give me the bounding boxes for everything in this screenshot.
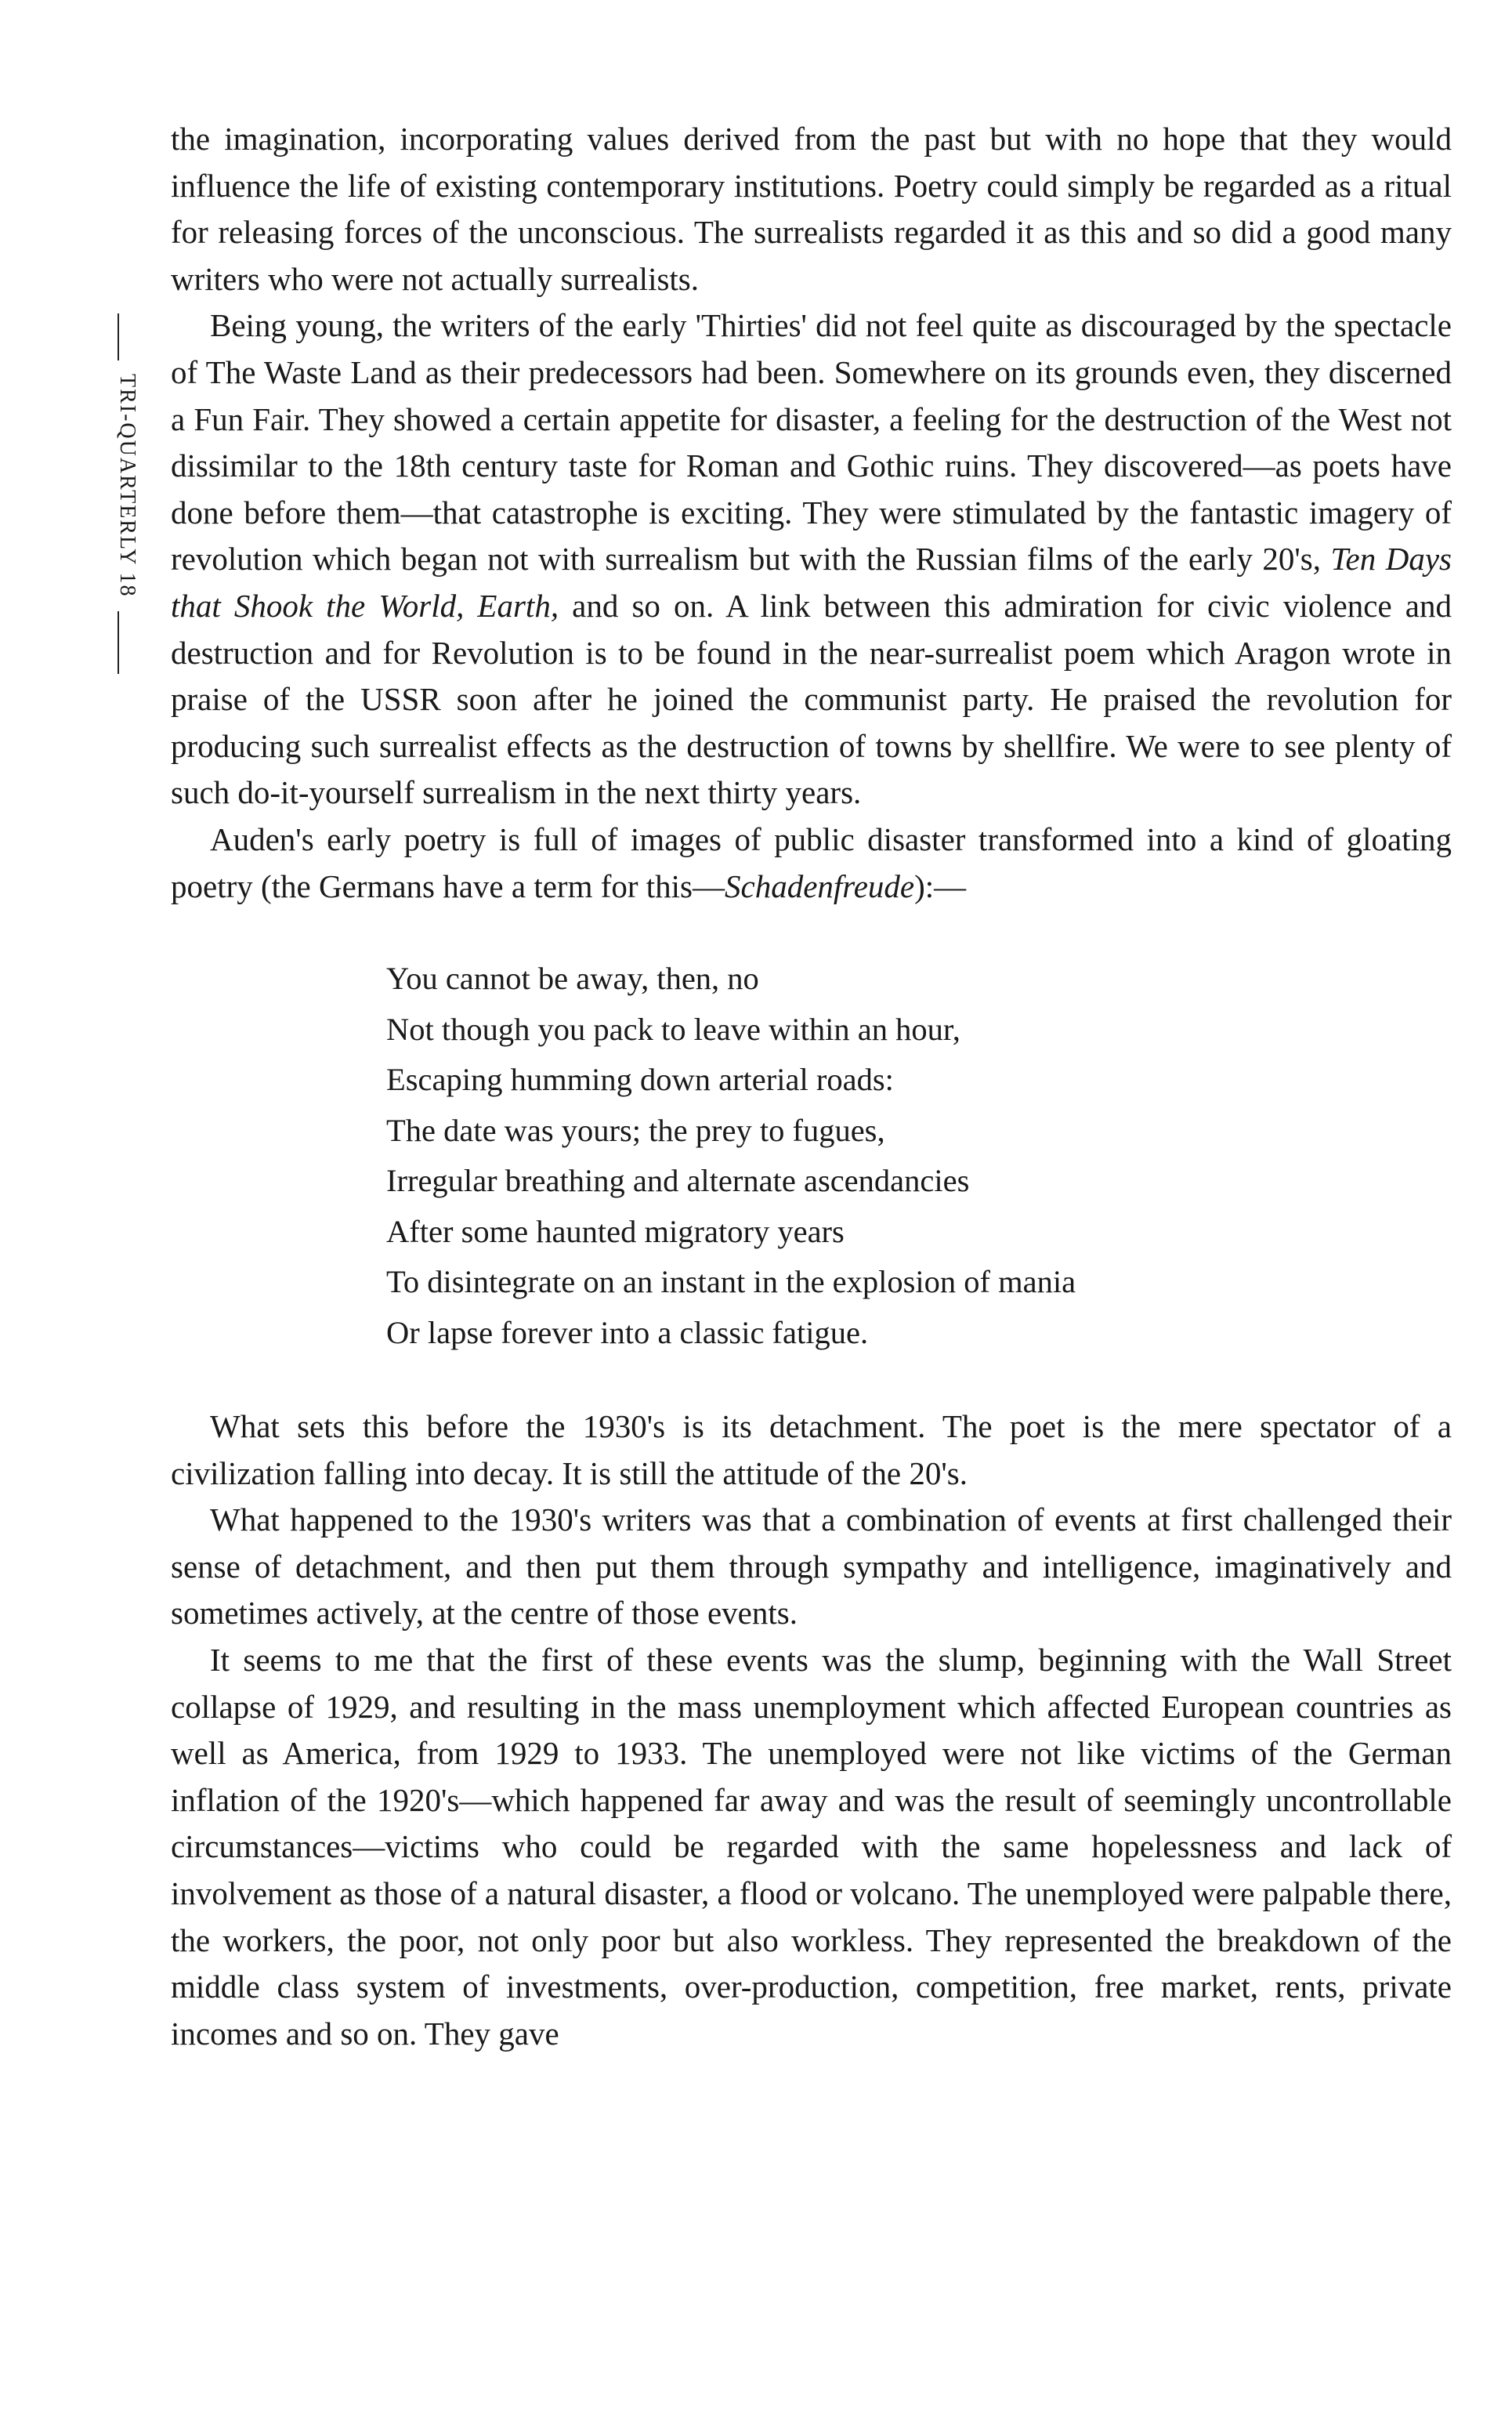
text-run: ):— [914,867,967,904]
italic-title: Schadenfreude [725,867,915,904]
paragraph [171,116,1452,302]
text-run: the imagination, incorporating values derived from the past but with no hope that they would influence the life of existing contemporary institutions. Poetry could simply be regarded as a ritual for releasing forces of the unconscious. The surrealists regarded it as this and so did a good many writers who were not actually surrealists. [171,121,1452,297]
paragraph [171,302,1452,817]
paragraphs-top [171,116,1452,910]
verse-line: Irregular breathing and alternate ascendancies [386,1163,970,1199]
paragraph [171,1403,1452,1497]
paragraph [171,1637,1452,2057]
body-text [171,116,1452,2057]
margin-rule-top [118,313,119,360]
verse-line: To disintegrate on an instant in the explosion of mania [386,1264,1076,1300]
text-run: Auden's early poetry is full of images of public disaster transformed into a kind of gloating poetry (the Germans have a term for this— [171,820,1452,904]
running-head: TRI-QUARTERLY 18 [115,374,139,598]
paragraph [171,1497,1452,1637]
text-run: It seems to me that the first of these events was the slump, beginning with the Wall Street collapse of 1929, and resulting in the mass unemployment which affected European countries as well as America, from 1929 to 1933. The unemployed were not like victims of the German inflation of the 1920's—which happened far away and was the result of seemingly uncontrollable circumstances—victims who could be regarded with the same hopelessness and lack of involvement as those of a natural disaster, a flood or volcano. The unemployed were palpable there, the workers, the poor, not only poor but also workless. They represented the breakdown of the middle class system of investments, over-production, competition, free market, rents, private incomes and so on. They gave [171,1642,1452,2052]
paragraph [171,817,1452,910]
verse-line: Escaping humming down arterial roads: [386,1062,894,1098]
verse-quotation [171,954,1452,1358]
verse-line: The date was yours; the prey to fugues, [386,1112,885,1148]
verse-line: After some haunted migratory years [386,1213,845,1249]
text-run: What sets this before the 1930's is its detachment. The poet is the mere spectator of a civilization falling into decay. It is still the attitude of the 20's. [171,1408,1452,1491]
verse-line: Not though you pack to leave within an hour, [386,1011,960,1047]
text-run: and so on. A link between this admiration for civic violence and destruction and for Revolution is to be found in the near-surrealist poem which Aragon wrote in praise of the USSR soon after he joined the communist party. He praised the revolution for producing such surrealist effects as the destruction of towns by shellfire. We were to see plenty of such do-it-yourself surrealism in the next thirty years. [171,587,1452,811]
text-run: Being young, the writers of the early 'Thirties' did not feel quite as discouraged by the spectacle of The Waste Land as their predecessors had been. Somewhere on its grounds even, they discerned a Fun Fair. They showed a certain appetite for disaster, a feeling for the destruction of the West not dissimilar to the 18th century taste for Roman and Gothic ruins. They discovered—as poets have done before them—that catastrophe is exciting. They were stimulated by the fantastic imagery of revolution which began not with surrealism but with the Russian films of the early 20's, [171,307,1452,578]
paragraphs-bottom [171,1403,1452,2057]
verse-line: You cannot be away, then, no [386,961,759,997]
text-run: What happened to the 1930's writers was that a combination of events at first challenged their sense of detachment, and then put them through sympathy and intelligence, imaginatively and sometimes actively, at the centre of those events. [171,1501,1452,1632]
italic-title: Ten Days that Shook the World, Earth, [171,541,1452,624]
verse-line: Or lapse forever into a classic fatigue. [386,1314,869,1350]
margin-rule-bottom [118,611,119,674]
